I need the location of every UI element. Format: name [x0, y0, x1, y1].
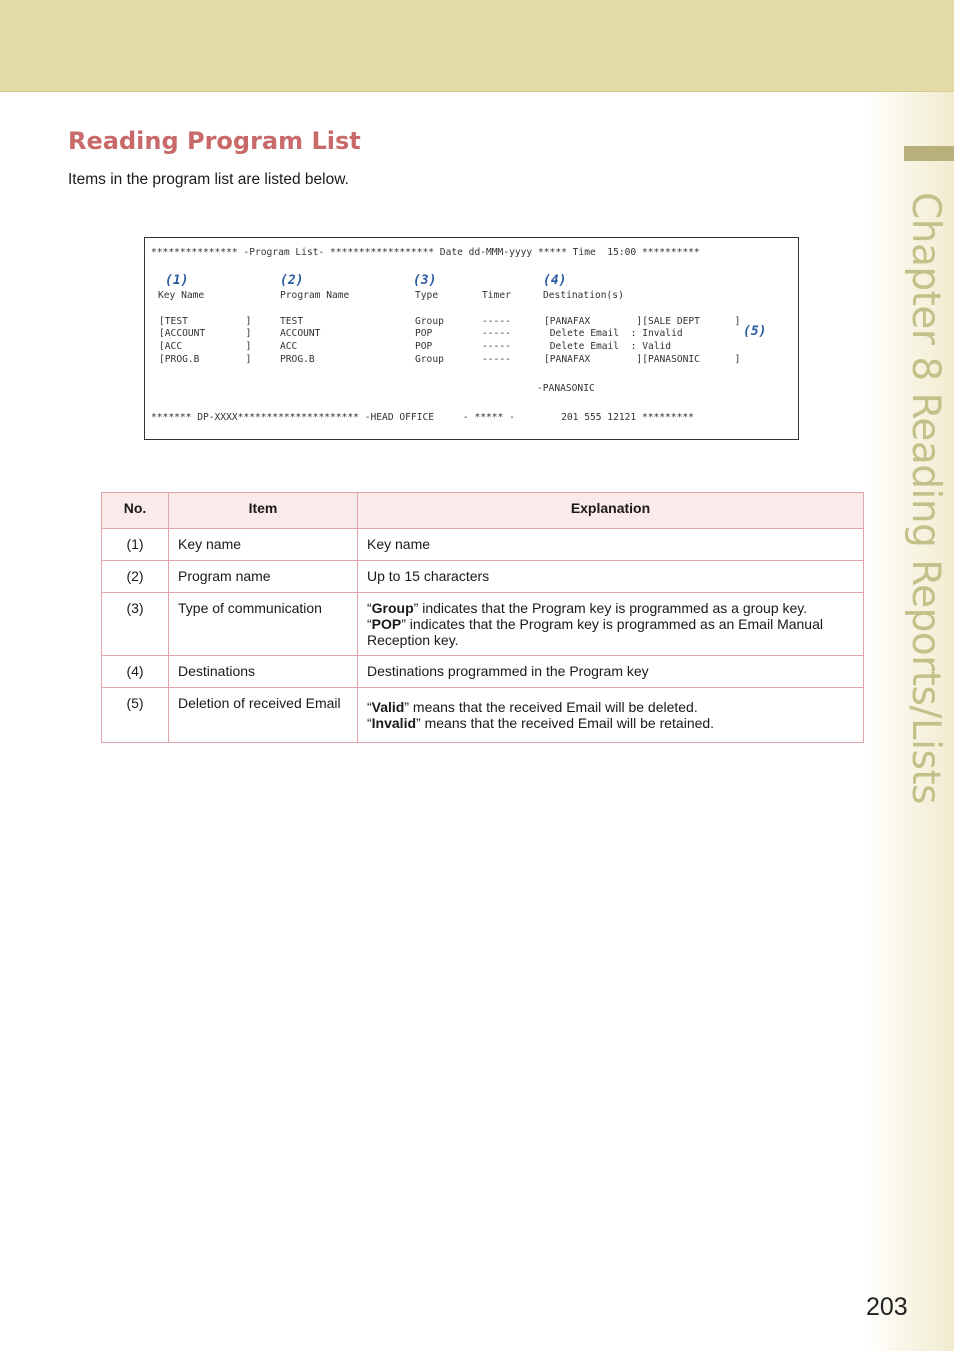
row-type: POP	[415, 341, 433, 352]
cell-no: (4)	[102, 656, 169, 688]
cell-item: Type of communication	[169, 593, 358, 656]
row-program: PROG.B	[280, 354, 315, 365]
explanation-line: “Valid” means that the received Email will be deleted.	[367, 699, 698, 715]
row-program: ACCOUNT	[280, 328, 321, 339]
callout-3: (3)	[413, 273, 437, 288]
report-footer: ******* DP-XXXX********************* -HEAD OFFICE - ***** - 201 555 12121 *********	[151, 412, 694, 423]
table-row	[102, 593, 864, 656]
table-row	[102, 529, 864, 561]
keyword: Group	[371, 600, 414, 616]
cell-explanation: Up to 15 characters	[358, 561, 864, 593]
cell-item: Key name	[169, 529, 358, 561]
table-row	[102, 561, 864, 593]
keyword: POP	[371, 616, 402, 632]
cell-item: Deletion of received Email	[169, 688, 358, 743]
keyword: Valid	[371, 699, 405, 715]
callout-1: (1)	[165, 273, 189, 288]
col-program-name: Program Name	[280, 290, 350, 301]
cell-no: (3)	[102, 593, 169, 656]
cell-no: (2)	[102, 561, 169, 593]
col-type: Type	[415, 290, 439, 301]
explanation-table	[101, 492, 864, 743]
table-header-row	[102, 493, 864, 529]
row-type: POP	[415, 328, 433, 339]
row-program: ACC	[280, 341, 298, 352]
report-header: *************** -Program List- ****************** Date dd-MMM-yyyy ***** Time 15:00 **********	[151, 247, 700, 258]
row-timer: -----	[482, 316, 511, 327]
col-destinations: Destination(s)	[543, 290, 624, 301]
explanation-line: “POP” indicates that the Program key is programmed as an Email Manual Reception key.	[367, 616, 823, 648]
cell-explanation: Key name	[358, 529, 864, 561]
cell-no: (5)	[102, 688, 169, 743]
cell-explanation: Destinations programmed in the Program key	[358, 656, 864, 688]
row-destination: [PANAFAX ][PANASONIC ]	[544, 354, 741, 365]
callout-5: (5)	[743, 324, 767, 339]
callout-4: (4)	[543, 273, 567, 288]
explanation-line: “Invalid” means that the received Email will be retained.	[367, 715, 715, 731]
cell-item: Destinations	[169, 656, 358, 688]
table-row	[102, 688, 864, 743]
row-program: TEST	[280, 316, 304, 327]
program-list-report	[144, 237, 799, 440]
keyword: Invalid	[371, 715, 417, 731]
explanation-line: “Group” indicates that the Program key is programmed as a group key.	[367, 600, 808, 616]
cell-explanation	[358, 688, 864, 743]
row-key: [ACC ]	[159, 341, 252, 352]
intro-text: Items in the program list are listed below.	[68, 171, 349, 188]
row-type: Group	[415, 354, 444, 365]
row-destination: Delete Email : Valid	[544, 341, 672, 352]
header-item: Item	[169, 493, 358, 529]
header-explanation: Explanation	[358, 493, 864, 529]
row-key: [TEST ]	[159, 316, 252, 327]
page-title: Reading Program List	[68, 127, 361, 155]
report-sender: -PANASONIC	[537, 383, 595, 394]
cell-item: Program name	[169, 561, 358, 593]
row-key: [PROG.B ]	[159, 354, 252, 365]
table-row	[102, 656, 864, 688]
col-key-name: Key Name	[158, 290, 205, 301]
header-no: No.	[102, 493, 169, 529]
row-destination: [PANAFAX ][SALE DEPT ]	[544, 316, 741, 327]
page-number: 203	[866, 1293, 908, 1321]
row-destination: Delete Email : Invalid	[544, 328, 683, 339]
chapter-label: Chapter 8 Reading Reports/Lists	[903, 192, 948, 804]
col-timer: Timer	[482, 290, 511, 301]
chapter-tab-marker	[904, 146, 954, 161]
cell-no: (1)	[102, 529, 169, 561]
row-timer: -----	[482, 341, 511, 352]
callout-2: (2)	[280, 273, 304, 288]
row-key: [ACCOUNT ]	[159, 328, 252, 339]
header-band	[0, 0, 954, 92]
row-timer: -----	[482, 328, 511, 339]
row-timer: -----	[482, 354, 511, 365]
row-type: Group	[415, 316, 444, 327]
cell-explanation	[358, 593, 864, 656]
